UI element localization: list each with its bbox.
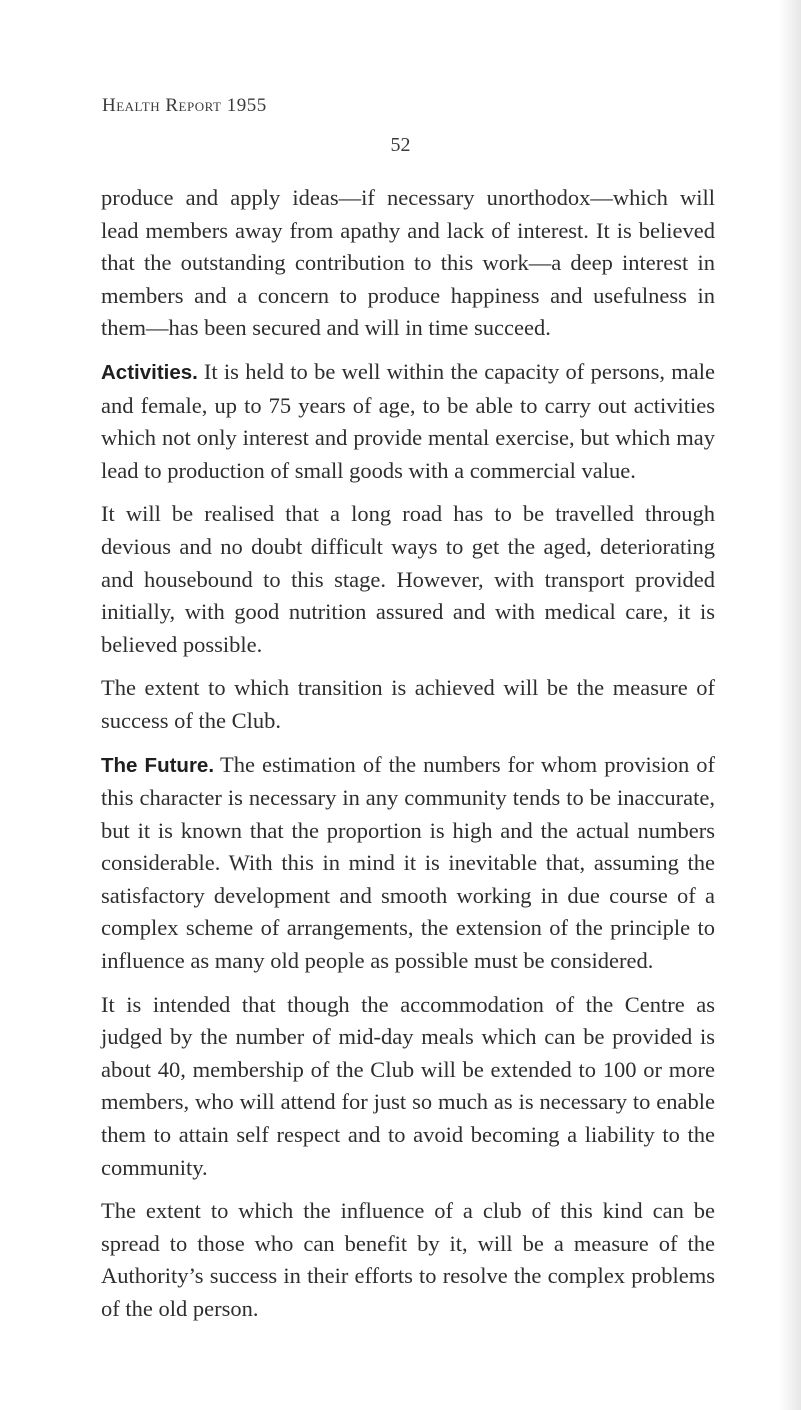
paragraph-text: It is intended that though the accommodation of the Centre as judged by the number of mid-day meals which can be provided is about 40, membership of the Club will be extended to 100 or more members, who will attend for just so much as is necessary to enable them to attain self respect and to avoid becoming a liability to the community. xyxy=(101,991,715,1180)
page-number: 52 xyxy=(390,134,411,156)
paragraph-text: produce and apply ideas—if necessary unorthodox—which will lead members away from apathy and lack of interest. It is believed that the outstanding contribution to this work—a deep interest in members and a concern to produce happiness and usefulness in them—has been secured and will in time succeed. xyxy=(101,185,715,341)
paragraph-activities xyxy=(101,356,715,487)
paragraph-text: The extent to which transition is achieved will be the measure of success of the Club. xyxy=(101,675,715,733)
paragraph-continuation xyxy=(101,182,715,345)
body-text xyxy=(101,182,715,1337)
paragraph-text: It is held to be well within the capacity of persons, male and female, up to 75 years of age, to be able to carry out activities which not only interest and provide mental exercise, but which may lead to production of small goods with a commercial value. xyxy=(101,358,715,483)
section-heading-the-future: The Future. xyxy=(101,753,215,777)
page-edge-shadow xyxy=(779,0,801,1410)
paragraph-long-road xyxy=(101,498,715,661)
paragraph-the-future xyxy=(101,749,715,978)
paragraph-influence xyxy=(101,1195,715,1325)
paragraph-text: It will be realised that a long road has to be travelled through devious and no doubt difficult ways to get the aged, deteriorating and housebound to this stage. However, with transport provided initially, with good nutrition assured and with medical care, it is believed possible. xyxy=(101,501,715,657)
paragraph-membership xyxy=(101,989,715,1185)
paragraph-text: The estimation of the numbers for whom provision of this character is necessary in any community tends to be inaccurate, but it is known that the proportion is high and the actual numbers considerable. With this in mind it is inevitable that, assuming the satisfactory development and smooth working in due course of a complex scheme of arrangements, the extension of the principle to influence as many old people as possible must be considered. xyxy=(101,751,715,974)
running-head: Health Report 1955 xyxy=(102,95,267,116)
paragraph-transition xyxy=(101,672,715,737)
paragraph-text: The extent to which the influence of a club of this kind can be spread to those who can benefit by it, will be a measure of the Authority’s success in their efforts to resolve the complex problems of the old person. xyxy=(101,1198,715,1321)
section-heading-activities: Activities. xyxy=(101,360,198,384)
